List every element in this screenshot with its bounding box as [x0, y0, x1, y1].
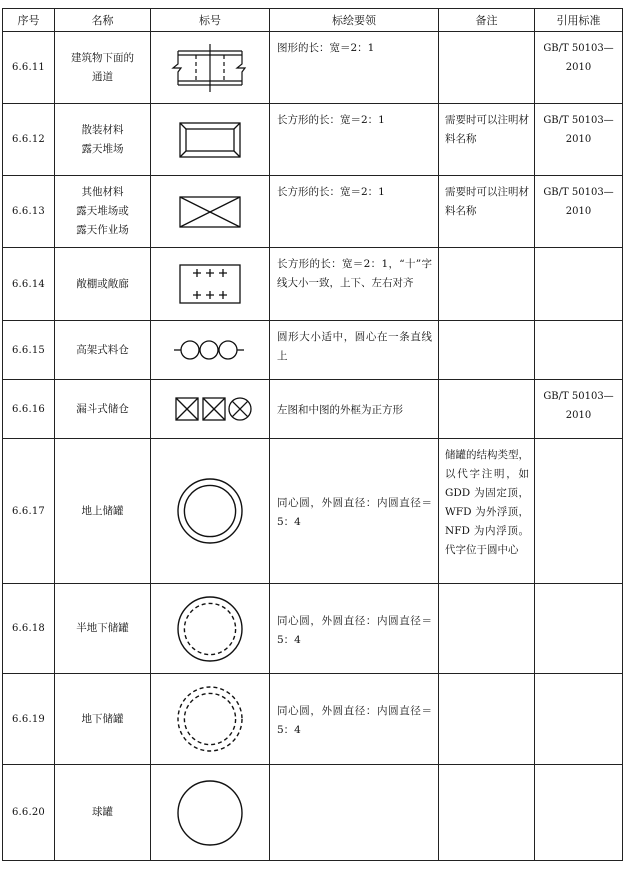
- header-note: 备注: [439, 9, 535, 32]
- row-note: 需要时可以注明材料名称: [439, 104, 535, 176]
- row-standard: [535, 321, 623, 380]
- table-row: [3, 32, 623, 104]
- row-guideline: 左图和中图的外框为正方形: [270, 380, 439, 439]
- row-number: 6.6.13: [3, 176, 55, 248]
- hopper-silo-icon: [160, 389, 260, 429]
- row-standard: GB/T 50103— 2010: [535, 104, 623, 176]
- row-note: [439, 380, 535, 439]
- row-guideline: [270, 765, 439, 861]
- row-standard: [535, 584, 623, 674]
- symbol-cell: [151, 104, 270, 176]
- open-shed-icon: [160, 259, 260, 309]
- header-standard: 引用标准: [535, 9, 623, 32]
- symbol-cell: [151, 32, 270, 104]
- symbol-cell: [151, 380, 270, 439]
- row-note: [439, 765, 535, 861]
- row-guideline: 圆形大小适中，圆心在一条直线上: [270, 321, 439, 380]
- row-number: 6.6.15: [3, 321, 55, 380]
- row-standard: GB/T 50103— 2010: [535, 176, 623, 248]
- table-row: [3, 584, 623, 674]
- row-number: 6.6.16: [3, 380, 55, 439]
- row-guideline: 长方形的长：宽＝2：1，“十”字线大小一致，上下、左右对齐: [270, 248, 439, 321]
- row-guideline: 长方形的长：宽＝2：1: [270, 176, 439, 248]
- symbol-cell: [151, 248, 270, 321]
- symbol-cell: [151, 765, 270, 861]
- header-name: 名称: [55, 9, 151, 32]
- spherical-tank-icon: [160, 775, 260, 851]
- row-note: 储罐的结构类型，以代字注明，如 GDD 为固定顶，WFD 为外浮顶，NFD 为内浮顶。代字位于圆中心: [439, 439, 535, 584]
- row-standard: [535, 674, 623, 765]
- table-row: [3, 104, 623, 176]
- row-name: 地上储罐: [55, 439, 151, 584]
- header-no: 序号: [3, 9, 55, 32]
- row-standard: GB/T 50103— 2010: [535, 32, 623, 104]
- semi-underground-tank-icon: [160, 591, 260, 667]
- table-row: [3, 321, 623, 380]
- row-note: [439, 584, 535, 674]
- row-note: [439, 248, 535, 321]
- row-name: 建筑物下面的 通道: [55, 32, 151, 104]
- row-guideline: 长方形的长：宽＝2：1: [270, 104, 439, 176]
- row-name: 散装材料 露天堆场: [55, 104, 151, 176]
- table-row: [3, 674, 623, 765]
- row-standard: [535, 765, 623, 861]
- row-number: 6.6.18: [3, 584, 55, 674]
- row-number: 6.6.17: [3, 439, 55, 584]
- row-note: 需要时可以注明材料名称: [439, 176, 535, 248]
- row-number: 6.6.11: [3, 32, 55, 104]
- row-guideline: 同心圆，外圆直径：内圆直径＝5：4: [270, 584, 439, 674]
- header-guideline: 标绘要领: [270, 9, 439, 32]
- bulk-material-yard-icon: [160, 115, 260, 165]
- row-number: 6.6.19: [3, 674, 55, 765]
- row-guideline: 图形的长：宽＝2：1: [270, 32, 439, 104]
- header-symbol: 标号: [151, 9, 270, 32]
- table-row: [3, 380, 623, 439]
- underground-tank-icon: [160, 681, 260, 757]
- row-guideline: 同心圆，外圆直径：内圆直径＝5：4: [270, 674, 439, 765]
- row-name: 敞棚或敞廊: [55, 248, 151, 321]
- row-number: 6.6.14: [3, 248, 55, 321]
- symbol-cell: [151, 176, 270, 248]
- table-row: [3, 439, 623, 584]
- symbol-cell: [151, 321, 270, 380]
- row-standard: [535, 248, 623, 321]
- row-name: 地下储罐: [55, 674, 151, 765]
- row-name: 球罐: [55, 765, 151, 861]
- row-name: 漏斗式储仓: [55, 380, 151, 439]
- row-standard: GB/T 50103— 2010: [535, 380, 623, 439]
- symbol-cell: [151, 584, 270, 674]
- row-number: 6.6.12: [3, 104, 55, 176]
- table-row: [3, 248, 623, 321]
- symbol-cell: [151, 674, 270, 765]
- row-note: [439, 321, 535, 380]
- header-row: [3, 9, 623, 32]
- other-material-yard-icon: [160, 187, 260, 237]
- passage-under-building-icon: [160, 38, 260, 98]
- row-name: 其他材料 露天堆场或 露天作业场: [55, 176, 151, 248]
- symbol-cell: [151, 439, 270, 584]
- row-note: [439, 32, 535, 104]
- symbol-table: [2, 8, 623, 861]
- row-standard: [535, 439, 623, 584]
- row-name: 高架式料仓: [55, 321, 151, 380]
- table-row: [3, 765, 623, 861]
- above-ground-tank-icon: [160, 471, 260, 551]
- row-note: [439, 674, 535, 765]
- table-row: [3, 176, 623, 248]
- row-guideline: 同心圆，外圆直径：内圆直径＝5：4: [270, 439, 439, 584]
- row-number: 6.6.20: [3, 765, 55, 861]
- row-name: 半地下储罐: [55, 584, 151, 674]
- elevated-bin-icon: [160, 330, 260, 370]
